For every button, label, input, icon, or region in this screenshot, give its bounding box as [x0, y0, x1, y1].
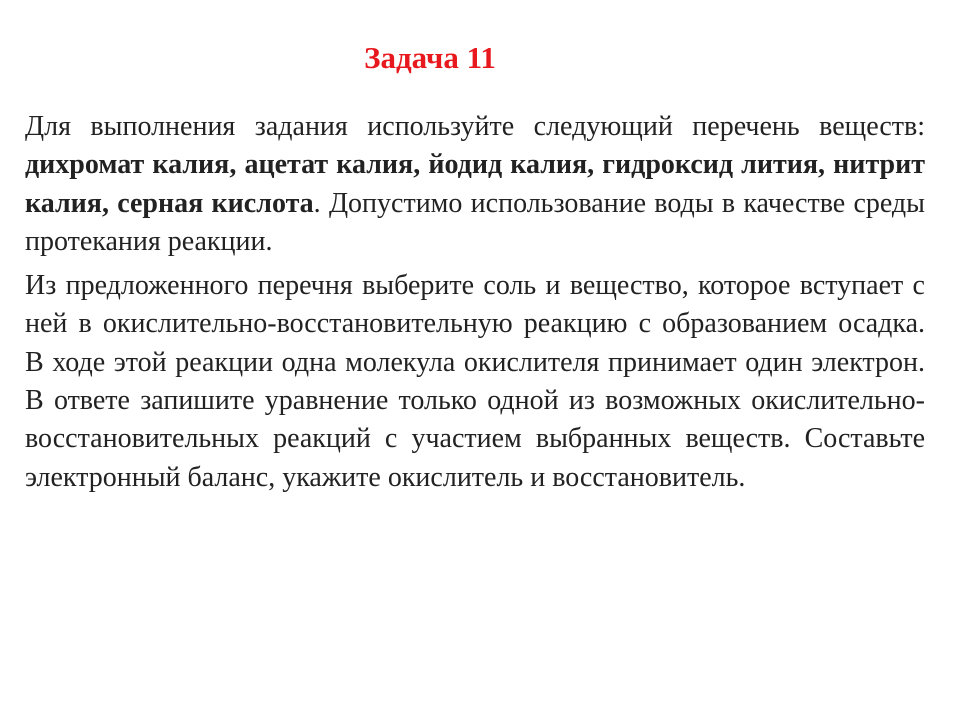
substances-list: дихромат калия, ацетат калия, йодид калия, гидроксид лития, нитрит калия, серная кислота: [25, 149, 925, 219]
task-title: Задача 11: [364, 40, 496, 75]
task-paragraph-instructions: Из предложенного перечня выберите соль и вещество, которое вступает с ней в окислительно-восстановительную реакцию с образованием осадка. В ходе этой реакции одна молекула окислителя принимает один электрон. В ответе запишите уравнение только одной из возможных окислительно-восстановительных реакций с участием выбранных веществ. Составьте электронный баланс, укажите окислитель и восстановитель.: [25, 270, 925, 493]
substances-intro-text: Для выполнения задания используйте следующий перечень веществ:: [25, 111, 925, 142]
task-paragraph-substances: [25, 108, 925, 261]
task-body: [25, 108, 925, 497]
substances-outro-text: . Допустимо использование воды в качестве среды протекания реакции.: [25, 187, 925, 257]
